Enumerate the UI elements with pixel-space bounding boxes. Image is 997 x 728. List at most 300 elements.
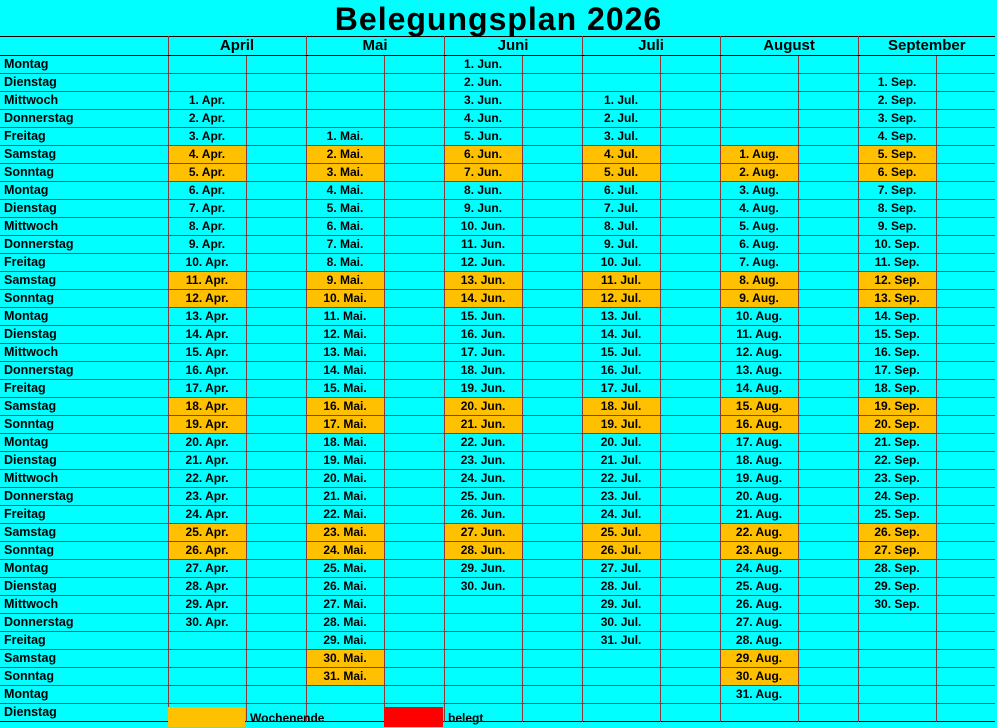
booking-status-cell[interactable] (522, 290, 582, 308)
date-cell[interactable]: 25. Apr. (168, 524, 246, 542)
date-cell[interactable]: 17. Aug. (720, 434, 798, 452)
booking-status-cell[interactable] (798, 74, 858, 92)
booking-status-cell[interactable] (246, 434, 306, 452)
booking-status-cell[interactable] (522, 398, 582, 416)
booking-status-cell[interactable] (936, 686, 995, 704)
booking-status-cell[interactable] (384, 578, 444, 596)
booking-status-cell[interactable] (522, 164, 582, 182)
date-cell[interactable]: 11. Jul. (582, 272, 660, 290)
booking-status-cell[interactable] (246, 488, 306, 506)
date-cell[interactable]: 24. Jul. (582, 506, 660, 524)
booking-status-cell[interactable] (660, 650, 720, 668)
booking-status-cell[interactable] (936, 236, 995, 254)
date-cell[interactable] (582, 668, 660, 686)
booking-status-cell[interactable] (936, 596, 995, 614)
booking-status-cell[interactable] (798, 488, 858, 506)
date-cell[interactable]: 5. Jul. (582, 164, 660, 182)
date-cell[interactable] (444, 686, 522, 704)
date-cell[interactable] (168, 686, 246, 704)
date-cell[interactable]: 4. Aug. (720, 200, 798, 218)
date-cell[interactable] (858, 704, 936, 722)
booking-status-cell[interactable] (660, 506, 720, 524)
date-cell[interactable]: 12. Jun. (444, 254, 522, 272)
date-cell[interactable]: 22. Mai. (306, 506, 384, 524)
date-cell[interactable]: 8. Sep. (858, 200, 936, 218)
date-cell[interactable]: 19. Apr. (168, 416, 246, 434)
booking-status-cell[interactable] (936, 524, 995, 542)
booking-status-cell[interactable] (660, 200, 720, 218)
booking-status-cell[interactable] (246, 632, 306, 650)
date-cell[interactable] (582, 56, 660, 74)
date-cell[interactable]: 15. Jul. (582, 344, 660, 362)
booking-status-cell[interactable] (246, 344, 306, 362)
date-cell[interactable]: 3. Jul. (582, 128, 660, 146)
booking-status-cell[interactable] (522, 632, 582, 650)
date-cell[interactable]: 14. Aug. (720, 380, 798, 398)
booking-status-cell[interactable] (246, 92, 306, 110)
date-cell[interactable]: 2. Sep. (858, 92, 936, 110)
booking-status-cell[interactable] (936, 74, 995, 92)
date-cell[interactable]: 28. Mai. (306, 614, 384, 632)
date-cell[interactable]: 4. Jun. (444, 110, 522, 128)
date-cell[interactable] (306, 74, 384, 92)
date-cell[interactable]: 18. Mai. (306, 434, 384, 452)
booking-status-cell[interactable] (798, 542, 858, 560)
booking-status-cell[interactable] (522, 326, 582, 344)
booking-status-cell[interactable] (798, 578, 858, 596)
date-cell[interactable]: 9. Jul. (582, 236, 660, 254)
date-cell[interactable]: 10. Apr. (168, 254, 246, 272)
date-cell[interactable]: 18. Apr. (168, 398, 246, 416)
date-cell[interactable] (168, 632, 246, 650)
date-cell[interactable]: 16. Aug. (720, 416, 798, 434)
booking-status-cell[interactable] (522, 74, 582, 92)
date-cell[interactable]: 25. Aug. (720, 578, 798, 596)
date-cell[interactable]: 11. Mai. (306, 308, 384, 326)
booking-status-cell[interactable] (798, 344, 858, 362)
date-cell[interactable]: 16. Jun. (444, 326, 522, 344)
date-cell[interactable]: 20. Aug. (720, 488, 798, 506)
booking-status-cell[interactable] (522, 614, 582, 632)
date-cell[interactable] (720, 128, 798, 146)
booking-status-cell[interactable] (660, 110, 720, 128)
date-cell[interactable]: 29. Jun. (444, 560, 522, 578)
booking-status-cell[interactable] (798, 524, 858, 542)
date-cell[interactable]: 10. Mai. (306, 290, 384, 308)
date-cell[interactable]: 8. Jul. (582, 218, 660, 236)
booking-status-cell[interactable] (936, 344, 995, 362)
date-cell[interactable]: 17. Apr. (168, 380, 246, 398)
date-cell[interactable]: 15. Jun. (444, 308, 522, 326)
date-cell[interactable] (858, 686, 936, 704)
booking-status-cell[interactable] (798, 308, 858, 326)
booking-status-cell[interactable] (246, 272, 306, 290)
booking-status-cell[interactable] (660, 128, 720, 146)
booking-status-cell[interactable] (660, 596, 720, 614)
booking-status-cell[interactable] (798, 56, 858, 74)
date-cell[interactable]: 20. Mai. (306, 470, 384, 488)
booking-status-cell[interactable] (936, 434, 995, 452)
booking-status-cell[interactable] (798, 614, 858, 632)
booking-status-cell[interactable] (936, 380, 995, 398)
booking-status-cell[interactable] (798, 200, 858, 218)
date-cell[interactable]: 29. Sep. (858, 578, 936, 596)
booking-status-cell[interactable] (384, 146, 444, 164)
booking-status-cell[interactable] (522, 686, 582, 704)
booking-status-cell[interactable] (246, 362, 306, 380)
date-cell[interactable]: 7. Sep. (858, 182, 936, 200)
date-cell[interactable]: 23. Sep. (858, 470, 936, 488)
date-cell[interactable]: 12. Apr. (168, 290, 246, 308)
date-cell[interactable]: 31. Mai. (306, 668, 384, 686)
date-cell[interactable]: 14. Sep. (858, 308, 936, 326)
date-cell[interactable]: 28. Apr. (168, 578, 246, 596)
booking-status-cell[interactable] (384, 218, 444, 236)
booking-status-cell[interactable] (246, 524, 306, 542)
date-cell[interactable]: 11. Jun. (444, 236, 522, 254)
booking-status-cell[interactable] (384, 686, 444, 704)
date-cell[interactable] (306, 110, 384, 128)
booking-status-cell[interactable] (660, 326, 720, 344)
booking-status-cell[interactable] (246, 596, 306, 614)
date-cell[interactable]: 7. Jul. (582, 200, 660, 218)
booking-status-cell[interactable] (798, 326, 858, 344)
booking-status-cell[interactable] (660, 362, 720, 380)
booking-status-cell[interactable] (384, 488, 444, 506)
booking-status-cell[interactable] (936, 164, 995, 182)
date-cell[interactable]: 29. Jul. (582, 596, 660, 614)
date-cell[interactable]: 7. Apr. (168, 200, 246, 218)
booking-status-cell[interactable] (522, 416, 582, 434)
date-cell[interactable]: 9. Apr. (168, 236, 246, 254)
booking-status-cell[interactable] (660, 164, 720, 182)
date-cell[interactable]: 6. Mai. (306, 218, 384, 236)
date-cell[interactable]: 23. Aug. (720, 542, 798, 560)
date-cell[interactable]: 17. Mai. (306, 416, 384, 434)
booking-status-cell[interactable] (660, 524, 720, 542)
booking-status-cell[interactable] (246, 74, 306, 92)
date-cell[interactable] (720, 74, 798, 92)
booking-status-cell[interactable] (384, 668, 444, 686)
booking-status-cell[interactable] (246, 254, 306, 272)
date-cell[interactable]: 24. Jun. (444, 470, 522, 488)
booking-status-cell[interactable] (660, 488, 720, 506)
date-cell[interactable]: 18. Sep. (858, 380, 936, 398)
date-cell[interactable]: 27. Aug. (720, 614, 798, 632)
date-cell[interactable]: 5. Apr. (168, 164, 246, 182)
date-cell[interactable] (582, 686, 660, 704)
date-cell[interactable]: 17. Jun. (444, 344, 522, 362)
booking-status-cell[interactable] (384, 182, 444, 200)
date-cell[interactable]: 30. Apr. (168, 614, 246, 632)
date-cell[interactable] (168, 74, 246, 92)
booking-status-cell[interactable] (384, 398, 444, 416)
date-cell[interactable]: 29. Mai. (306, 632, 384, 650)
booking-status-cell[interactable] (660, 560, 720, 578)
date-cell[interactable]: 1. Jun. (444, 56, 522, 74)
date-cell[interactable]: 18. Aug. (720, 452, 798, 470)
date-cell[interactable]: 29. Apr. (168, 596, 246, 614)
date-cell[interactable] (582, 650, 660, 668)
booking-status-cell[interactable] (798, 704, 858, 722)
date-cell[interactable]: 10. Sep. (858, 236, 936, 254)
date-cell[interactable]: 7. Aug. (720, 254, 798, 272)
booking-status-cell[interactable] (522, 92, 582, 110)
booking-status-cell[interactable] (660, 146, 720, 164)
date-cell[interactable]: 19. Mai. (306, 452, 384, 470)
booking-status-cell[interactable] (936, 704, 995, 722)
date-cell[interactable]: 14. Jun. (444, 290, 522, 308)
booking-status-cell[interactable] (798, 668, 858, 686)
date-cell[interactable]: 13. Jun. (444, 272, 522, 290)
date-cell[interactable]: 4. Sep. (858, 128, 936, 146)
date-cell[interactable]: 3. Mai. (306, 164, 384, 182)
date-cell[interactable]: 1. Jul. (582, 92, 660, 110)
booking-status-cell[interactable] (798, 272, 858, 290)
date-cell[interactable]: 1. Mai. (306, 128, 384, 146)
booking-status-cell[interactable] (522, 650, 582, 668)
booking-status-cell[interactable] (522, 470, 582, 488)
date-cell[interactable]: 21. Jun. (444, 416, 522, 434)
date-cell[interactable]: 3. Jun. (444, 92, 522, 110)
booking-status-cell[interactable] (246, 506, 306, 524)
booking-status-cell[interactable] (522, 596, 582, 614)
booking-status-cell[interactable] (798, 92, 858, 110)
booking-status-cell[interactable] (936, 308, 995, 326)
date-cell[interactable]: 1. Aug. (720, 146, 798, 164)
date-cell[interactable]: 22. Aug. (720, 524, 798, 542)
booking-status-cell[interactable] (798, 110, 858, 128)
booking-status-cell[interactable] (522, 254, 582, 272)
booking-status-cell[interactable] (660, 452, 720, 470)
date-cell[interactable] (720, 704, 798, 722)
booking-status-cell[interactable] (246, 236, 306, 254)
date-cell[interactable]: 31. Aug. (720, 686, 798, 704)
date-cell[interactable]: 25. Sep. (858, 506, 936, 524)
booking-status-cell[interactable] (384, 290, 444, 308)
date-cell[interactable]: 14. Apr. (168, 326, 246, 344)
date-cell[interactable]: 10. Aug. (720, 308, 798, 326)
date-cell[interactable]: 22. Apr. (168, 470, 246, 488)
date-cell[interactable]: 2. Apr. (168, 110, 246, 128)
booking-status-cell[interactable] (246, 686, 306, 704)
booking-status-cell[interactable] (522, 308, 582, 326)
booking-status-cell[interactable] (798, 416, 858, 434)
booking-status-cell[interactable] (798, 452, 858, 470)
booking-status-cell[interactable] (936, 470, 995, 488)
date-cell[interactable]: 29. Aug. (720, 650, 798, 668)
date-cell[interactable]: 13. Sep. (858, 290, 936, 308)
booking-status-cell[interactable] (936, 362, 995, 380)
date-cell[interactable]: 19. Aug. (720, 470, 798, 488)
date-cell[interactable]: 20. Jul. (582, 434, 660, 452)
booking-status-cell[interactable] (384, 362, 444, 380)
date-cell[interactable]: 4. Mai. (306, 182, 384, 200)
date-cell[interactable] (444, 632, 522, 650)
booking-status-cell[interactable] (246, 218, 306, 236)
booking-status-cell[interactable] (798, 362, 858, 380)
booking-status-cell[interactable] (384, 650, 444, 668)
booking-status-cell[interactable] (384, 110, 444, 128)
booking-status-cell[interactable] (660, 290, 720, 308)
date-cell[interactable] (306, 92, 384, 110)
date-cell[interactable]: 30. Mai. (306, 650, 384, 668)
booking-status-cell[interactable] (384, 326, 444, 344)
date-cell[interactable]: 16. Sep. (858, 344, 936, 362)
booking-status-cell[interactable] (246, 110, 306, 128)
date-cell[interactable] (306, 686, 384, 704)
booking-status-cell[interactable] (798, 128, 858, 146)
date-cell[interactable]: 2. Aug. (720, 164, 798, 182)
booking-status-cell[interactable] (798, 686, 858, 704)
date-cell[interactable] (858, 632, 936, 650)
date-cell[interactable]: 15. Mai. (306, 380, 384, 398)
booking-status-cell[interactable] (936, 110, 995, 128)
booking-status-cell[interactable] (246, 308, 306, 326)
booking-status-cell[interactable] (660, 56, 720, 74)
booking-status-cell[interactable] (522, 182, 582, 200)
booking-status-cell[interactable] (660, 470, 720, 488)
date-cell[interactable]: 4. Jul. (582, 146, 660, 164)
booking-status-cell[interactable] (798, 506, 858, 524)
date-cell[interactable] (858, 56, 936, 74)
booking-status-cell[interactable] (522, 524, 582, 542)
date-cell[interactable]: 21. Sep. (858, 434, 936, 452)
date-cell[interactable]: 24. Sep. (858, 488, 936, 506)
date-cell[interactable]: 6. Aug. (720, 236, 798, 254)
date-cell[interactable]: 28. Jul. (582, 578, 660, 596)
booking-status-cell[interactable] (522, 200, 582, 218)
booking-status-cell[interactable] (936, 632, 995, 650)
date-cell[interactable] (444, 668, 522, 686)
date-cell[interactable]: 30. Jul. (582, 614, 660, 632)
date-cell[interactable]: 8. Jun. (444, 182, 522, 200)
booking-status-cell[interactable] (936, 200, 995, 218)
date-cell[interactable]: 12. Jul. (582, 290, 660, 308)
date-cell[interactable]: 27. Sep. (858, 542, 936, 560)
booking-status-cell[interactable] (660, 434, 720, 452)
booking-status-cell[interactable] (936, 146, 995, 164)
booking-status-cell[interactable] (660, 236, 720, 254)
date-cell[interactable]: 10. Jul. (582, 254, 660, 272)
date-cell[interactable]: 11. Aug. (720, 326, 798, 344)
date-cell[interactable]: 1. Sep. (858, 74, 936, 92)
booking-status-cell[interactable] (798, 164, 858, 182)
date-cell[interactable]: 23. Jul. (582, 488, 660, 506)
date-cell[interactable]: 4. Apr. (168, 146, 246, 164)
date-cell[interactable] (168, 56, 246, 74)
booking-status-cell[interactable] (384, 92, 444, 110)
date-cell[interactable]: 28. Jun. (444, 542, 522, 560)
date-cell[interactable]: 9. Jun. (444, 200, 522, 218)
booking-status-cell[interactable] (384, 470, 444, 488)
booking-status-cell[interactable] (936, 668, 995, 686)
date-cell[interactable]: 22. Sep. (858, 452, 936, 470)
booking-status-cell[interactable] (384, 560, 444, 578)
booking-status-cell[interactable] (384, 596, 444, 614)
booking-status-cell[interactable] (936, 272, 995, 290)
booking-status-cell[interactable] (384, 164, 444, 182)
date-cell[interactable]: 8. Aug. (720, 272, 798, 290)
booking-status-cell[interactable] (936, 326, 995, 344)
booking-status-cell[interactable] (936, 542, 995, 560)
date-cell[interactable]: 7. Jun. (444, 164, 522, 182)
booking-status-cell[interactable] (522, 218, 582, 236)
date-cell[interactable]: 30. Sep. (858, 596, 936, 614)
date-cell[interactable]: 15. Apr. (168, 344, 246, 362)
date-cell[interactable]: 13. Aug. (720, 362, 798, 380)
date-cell[interactable]: 24. Aug. (720, 560, 798, 578)
booking-status-cell[interactable] (246, 560, 306, 578)
date-cell[interactable]: 9. Sep. (858, 218, 936, 236)
date-cell[interactable]: 5. Sep. (858, 146, 936, 164)
booking-status-cell[interactable] (384, 542, 444, 560)
booking-status-cell[interactable] (384, 344, 444, 362)
booking-status-cell[interactable] (660, 182, 720, 200)
date-cell[interactable]: 28. Aug. (720, 632, 798, 650)
booking-status-cell[interactable] (384, 308, 444, 326)
date-cell[interactable]: 6. Apr. (168, 182, 246, 200)
booking-status-cell[interactable] (798, 146, 858, 164)
date-cell[interactable] (444, 614, 522, 632)
date-cell[interactable]: 2. Jul. (582, 110, 660, 128)
date-cell[interactable] (168, 650, 246, 668)
booking-status-cell[interactable] (936, 182, 995, 200)
booking-status-cell[interactable] (246, 398, 306, 416)
date-cell[interactable]: 13. Mai. (306, 344, 384, 362)
date-cell[interactable] (858, 650, 936, 668)
booking-status-cell[interactable] (246, 200, 306, 218)
booking-status-cell[interactable] (384, 416, 444, 434)
booking-status-cell[interactable] (246, 668, 306, 686)
booking-status-cell[interactable] (246, 470, 306, 488)
date-cell[interactable]: 11. Sep. (858, 254, 936, 272)
date-cell[interactable] (444, 596, 522, 614)
date-cell[interactable]: 8. Apr. (168, 218, 246, 236)
date-cell[interactable]: 26. Apr. (168, 542, 246, 560)
booking-status-cell[interactable] (798, 434, 858, 452)
booking-status-cell[interactable] (798, 254, 858, 272)
date-cell[interactable]: 12. Mai. (306, 326, 384, 344)
booking-status-cell[interactable] (660, 344, 720, 362)
booking-status-cell[interactable] (384, 56, 444, 74)
date-cell[interactable]: 9. Mai. (306, 272, 384, 290)
booking-status-cell[interactable] (660, 614, 720, 632)
date-cell[interactable]: 26. Aug. (720, 596, 798, 614)
booking-status-cell[interactable] (660, 380, 720, 398)
date-cell[interactable]: 18. Jul. (582, 398, 660, 416)
date-cell[interactable]: 22. Jul. (582, 470, 660, 488)
booking-status-cell[interactable] (798, 398, 858, 416)
booking-status-cell[interactable] (246, 578, 306, 596)
booking-status-cell[interactable] (660, 74, 720, 92)
booking-status-cell[interactable] (246, 146, 306, 164)
booking-status-cell[interactable] (522, 506, 582, 524)
booking-status-cell[interactable] (384, 254, 444, 272)
date-cell[interactable]: 17. Jul. (582, 380, 660, 398)
date-cell[interactable]: 8. Mai. (306, 254, 384, 272)
booking-status-cell[interactable] (936, 416, 995, 434)
booking-status-cell[interactable] (522, 434, 582, 452)
date-cell[interactable]: 27. Jun. (444, 524, 522, 542)
booking-status-cell[interactable] (660, 272, 720, 290)
booking-status-cell[interactable] (660, 668, 720, 686)
booking-status-cell[interactable] (798, 650, 858, 668)
booking-status-cell[interactable] (936, 218, 995, 236)
date-cell[interactable]: 30. Aug. (720, 668, 798, 686)
date-cell[interactable]: 3. Apr. (168, 128, 246, 146)
booking-status-cell[interactable] (522, 146, 582, 164)
